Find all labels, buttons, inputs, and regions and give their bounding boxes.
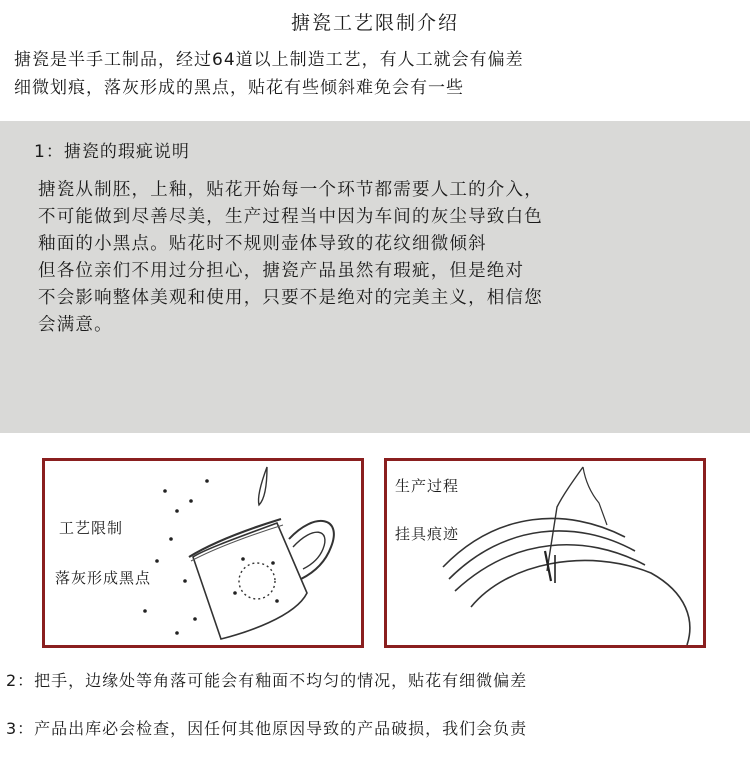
hanger-marks-figure [384,458,706,648]
figure-label: 生产过程 [395,477,460,495]
figure-label: 落灰形成黑点 [55,569,152,587]
intro-line: 搪瓷是半手工制品，经过64道以上制造工艺，有人工就会有偏差 [14,50,524,70]
page-title: 搪瓷工艺限制介绍 [290,12,459,34]
note-uneven-glaze: 2：把手，边缘处等角落可能会有釉面不均匀的情况，贴花有细微偏差 [6,671,528,690]
figure-label: 工艺限制 [59,519,124,537]
defect-explanation-panel [0,121,750,433]
body-line: 不可能做到尽善尽美，生产过程当中因为车间的灰尘导致白色 [38,207,543,227]
section-heading: 1：搪瓷的瑕疵说明 [34,142,190,162]
body-line: 釉面的小黑点。贴花时不规则壶体导致的花纹细微倾斜 [38,234,487,254]
intro-paragraph [14,46,744,102]
note-inspection: 3：产品出库必会检查，因任何其他原因导致的产品破损，我们会负责 [6,719,528,738]
body-line: 但各位亲们不用过分担心，搪瓷产品虽然有瑕疵，但是绝对 [38,261,525,281]
dust-dots-figure [42,458,364,648]
figure-label: 挂具痕迹 [395,525,460,543]
body-line: 搪瓷从制胚，上釉，贴花开始每一个环节都需要人工的介入， [38,180,543,200]
body-line: 会满意。 [38,315,113,335]
mug-illustration [45,461,361,645]
section-body [38,177,750,339]
intro-line: 细微划痕，落灰形成的黑点，贴花有些倾斜难免会有一些 [14,78,464,98]
body-line: 不会影响整体美观和使用，只要不是绝对的完美主义，相信您 [38,288,543,308]
